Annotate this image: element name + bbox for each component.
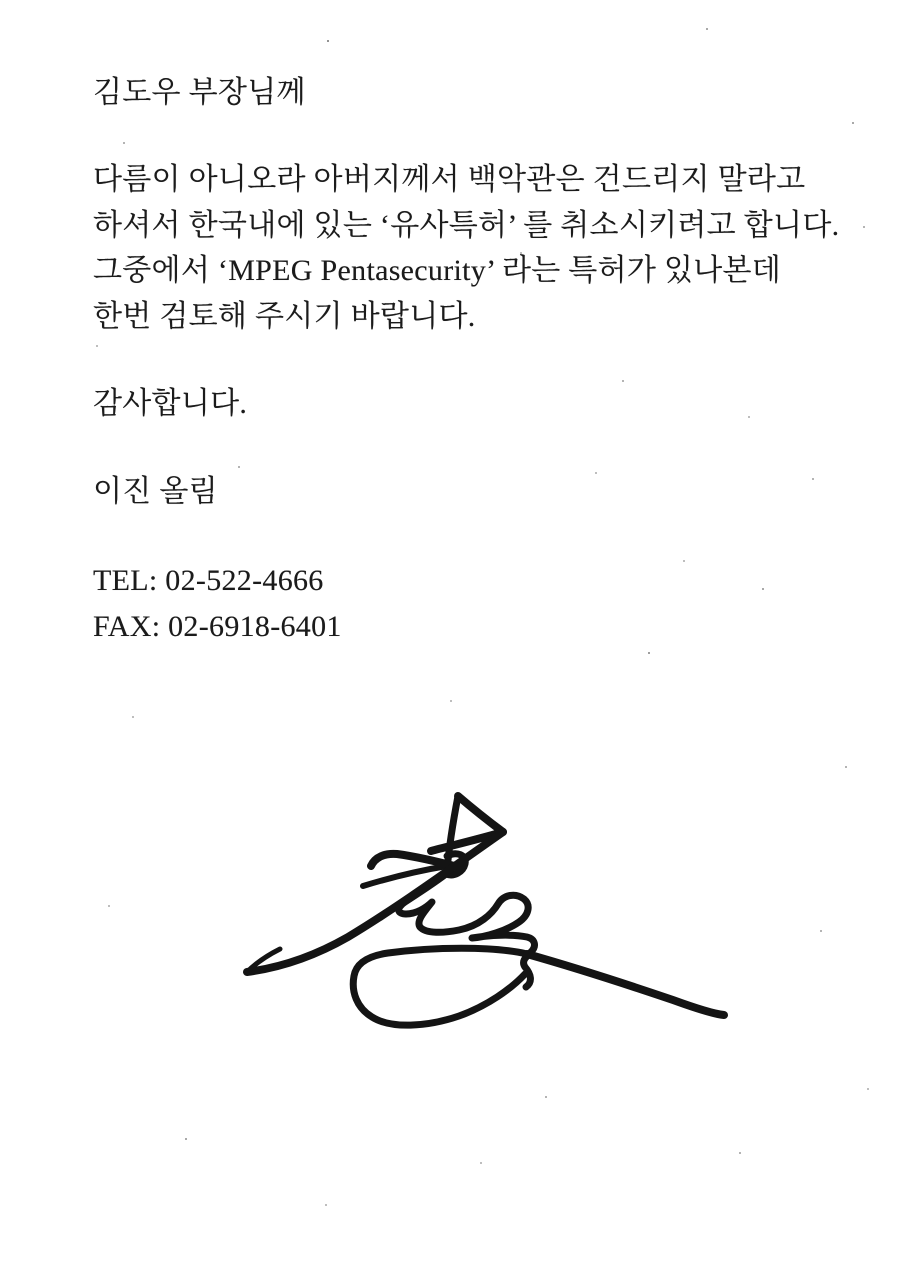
scan-noise-speckles (0, 0, 2, 2)
body-line: 다름이 아니오라 아버지께서 백악관은 건드리지 말라고 (93, 163, 806, 196)
sender-line: 이진 올림 (93, 475, 218, 508)
closing-line: 감사합니다. (93, 387, 248, 420)
handwritten-signature (233, 786, 735, 1042)
body-line: 한번 검토해 주시기 바랍니다. (93, 299, 476, 333)
recipient-line: 김도우 부장님께 (93, 76, 306, 109)
letter-body (93, 157, 839, 339)
body-line: 그중에서 ‘MPEG Pentasecurity’ 라는 특허가 있나본데 (93, 254, 782, 287)
tel-line: TEL: 02-522-4666 (93, 564, 324, 597)
signature-icon (233, 786, 735, 1042)
body-line: 하셔서 한국내에 있는 ‘유사특허’ 를 취소시키려고 합니다. (93, 208, 840, 242)
fax-line: FAX: 02-6918-6401 (93, 610, 342, 643)
